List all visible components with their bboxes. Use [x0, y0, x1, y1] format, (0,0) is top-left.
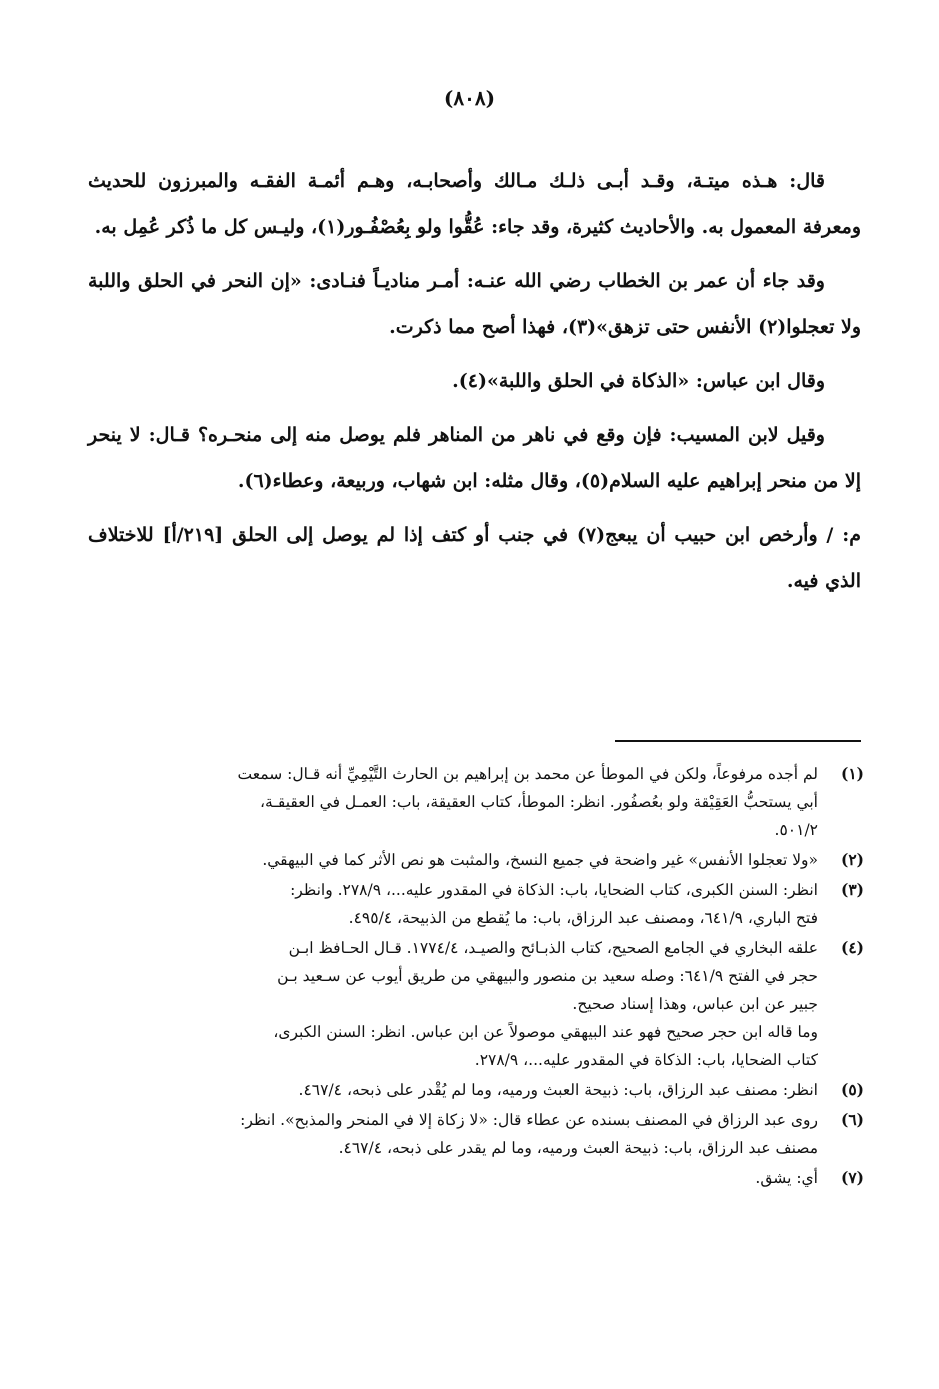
footnote-number: (٥)	[840, 1080, 864, 1099]
paragraph-2: وقد جاء أن عمر بن الخطاب رضي الله عنـه: أمـر مناديـاً فنـادى: «إن النحر في الحلق واللبة ولا تعجلوا(٢) الأنفس حتى تزهق»(٣)، فهذا أصح مما ذكرت.	[88, 270, 861, 338]
paragraph-4: وقيل لابن المسيب: فإن وقع في ناهر من المناهر فلم يوصل منه إلى منحـره؟ قـال: لا ينحر إلا من منحر إبراهيم عليه السلام(٥)، وقال مثله: ابن شهاب، وربيعة، وعطاء(٦).	[88, 424, 861, 492]
footnote-line: فتح الباري، ٦٤١/٩، ومصنف عبد الرزاق، باب: ما يُقطع من الذبيحة، ٤٩٥/٤.	[348, 909, 818, 927]
footnote-number: (٣)	[840, 880, 864, 899]
footnote-line: «ولا تعجلوا الأنفس» غير واضحة في جميع النسخ، والمثبت هو نص الأثر كما في البيهقي.	[262, 851, 818, 869]
footnote-2	[75, 846, 864, 874]
footnote-number: (٦)	[840, 1110, 864, 1129]
footnote-4	[75, 934, 864, 1074]
footnote-line: أبي يستحبُّ العَقِيْقة ولو بعُصفُور. انظر: الموطأ، كتاب العقيقة، باب: العمـل في العقيقـة،	[260, 793, 818, 811]
paragraph-1: قال: هـذه ميتـة، وقـد أبـى ذلـك مـالك وأصحابـه، وهـم أئمـة الفقـه والمبرزون للحديث ومعرفة المعمول به. والأحاديث كثيرة، وقد جاء: عُقُّوا ولو بِعُصْفُـور(١)، وليـس كل ما ذُكر عُمِل به.	[88, 170, 861, 238]
footnote-5	[75, 1076, 864, 1104]
footnote-line: مصنف عبد الرزاق، باب: ذبيحة العبث ورميه، وما لم يقدر على ذبحه، ٤٦٧/٤.	[338, 1139, 818, 1157]
footnote-number: (٢)	[840, 850, 864, 869]
footnote-line: لم أجده مرفوعاً، ولكن في الموطأ عن محمد بن إبراهيم بن الحارث التَّيْمِيِّ أنه قـال: سمعت	[237, 765, 818, 783]
footnote-number: (١)	[840, 764, 864, 783]
footnote-line: روى عبد الرزاق في المصنف بسنده عن عطاء قال: «لا زكاة إلا في المنحر والمذبح». انظر:	[240, 1111, 818, 1129]
footnote-divider	[615, 740, 861, 742]
footnote-3	[75, 876, 864, 932]
footnote-text	[75, 876, 818, 932]
footnote-line: انظر: السنن الكبرى، كتاب الضحايا، باب: الذكاة في المقدور عليه...، ٢٧٨/٩. وانظر:	[290, 881, 818, 899]
footnote-line: علقه البخاري في الجامع الصحيح، كتاب الذبـائح والصيـد، ١٧٧٤/٤. قـال الحـافظ ابـن	[288, 939, 818, 957]
footnote-number: (٤)	[840, 938, 864, 957]
footnote-line: ٥٠١/٢.	[774, 821, 818, 839]
footnote-text	[75, 846, 818, 874]
paragraph-5: م: / وأرخص ابن حبيب أن يبعج(٧) في جنب أو كتف إذا لم يوصل إلى الحلق [٢١٩/أ] للاختلاف الذي فيه.	[88, 524, 861, 592]
footnotes	[75, 760, 864, 1194]
footnote-line: كتاب الضحايا، باب: الذكاة في المقدور عليه...، ٢٧٨/٩.	[474, 1051, 818, 1069]
paragraph-3: وقال ابن عباس: «الذكاة في الحلق واللبة»(٤).	[452, 370, 825, 392]
footnote-line: وما قاله ابن حجر صحيح فهو عند البيهقي موصولاً عن ابن عباس. انظر: السنن الكبرى،	[273, 1023, 818, 1041]
main-text	[88, 158, 861, 612]
footnote-6	[75, 1106, 864, 1162]
footnote-7	[75, 1164, 864, 1192]
footnote-text	[75, 934, 818, 1074]
footnote-1	[75, 760, 864, 844]
footnote-number: (٧)	[840, 1168, 864, 1187]
footnote-line: انظر: مصنف عبد الرزاق، باب: ذبيحة العبث ورميه، وما لم يُقْدر على ذبحه، ٤٦٧/٤.	[298, 1081, 818, 1099]
footnote-line: حجر في الفتح ٦٤١/٩: وصله سعيد بن منصور والبيهقي من طريق أيوب عن سـعيد بـن	[277, 967, 818, 985]
footnote-line: جبير عن ابن عباس، وهذا إسناد صحيح.	[572, 995, 818, 1013]
footnote-text	[75, 760, 818, 844]
footnote-text	[75, 1076, 818, 1104]
footnote-line: أي: يشق.	[755, 1169, 818, 1187]
page-number: (٨٠٨)	[443, 86, 496, 110]
footnote-text	[75, 1106, 818, 1162]
footnote-text	[75, 1164, 818, 1192]
